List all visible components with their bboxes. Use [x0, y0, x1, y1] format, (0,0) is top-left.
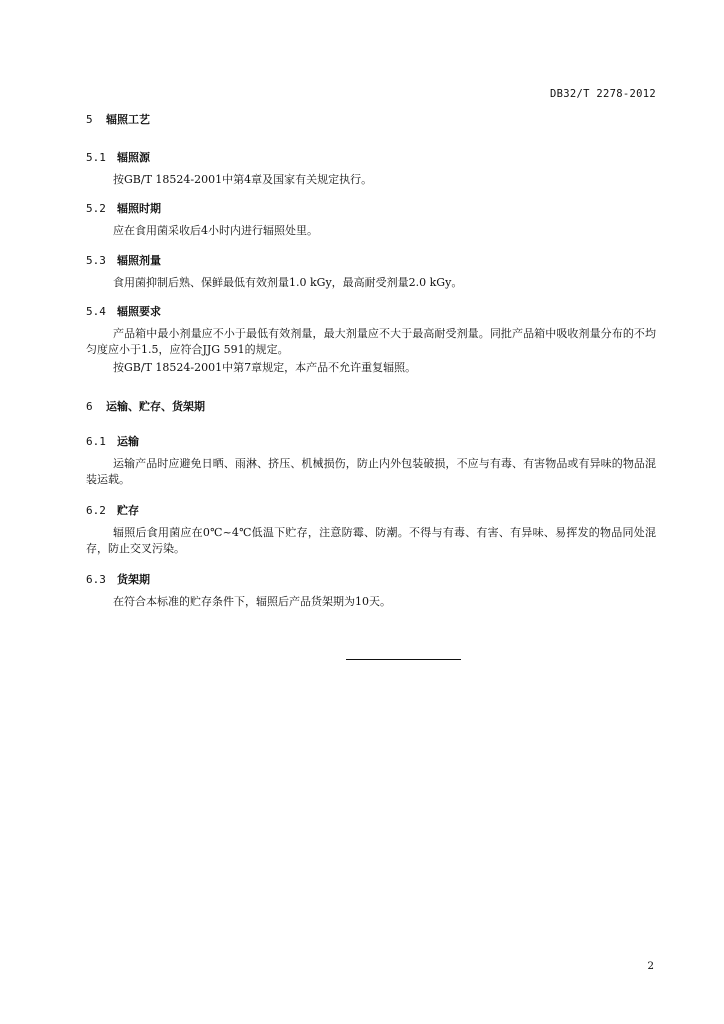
section-title: 辐照剂量	[117, 254, 161, 267]
section-5-2-heading	[86, 200, 161, 216]
section-5-1-text: 按GB/T 18524-2001中第4章及国家有关规定执行。	[113, 173, 373, 186]
section-title: 辐照源	[117, 151, 150, 164]
section-5-heading	[86, 111, 150, 127]
section-number: 5	[86, 113, 93, 126]
section-5-1-heading	[86, 149, 150, 165]
section-number: 6.1	[86, 435, 106, 448]
section-6-heading	[86, 398, 205, 414]
section-5-4-text-2: 按GB/T 18524-2001中第7章规定，本产品不允许重复辐照。	[113, 361, 417, 374]
section-5-3-heading	[86, 252, 161, 268]
section-number: 5.1	[86, 151, 106, 164]
section-number: 5.4	[86, 305, 106, 318]
section-number: 5.2	[86, 202, 106, 215]
section-number: 5.3	[86, 254, 106, 267]
section-title: 货架期	[117, 573, 150, 586]
section-number: 6	[86, 400, 93, 413]
section-6-1-heading	[86, 433, 139, 449]
section-title: 辐照工艺	[106, 113, 150, 126]
section-title: 运输	[117, 435, 139, 448]
section-5-2-text: 应在食用菌采收后4小时内进行辐照处里。	[113, 224, 318, 237]
section-5-3-text: 食用菌抑制后熟、保鲜最低有效剂量1.0 kGy，最高耐受剂量2.0 kGy。	[113, 276, 463, 289]
section-5-4-heading	[86, 303, 161, 319]
section-number: 6.3	[86, 573, 106, 586]
section-title: 贮存	[117, 504, 139, 517]
section-6-1-text: 运输产品时应避免日晒、雨淋、挤压、机械损伤，防止内外包装破损，不应与有毒、有害物品或有异味的物品混装运载。	[86, 457, 656, 486]
section-title: 运输、贮存、货架期	[106, 400, 205, 413]
section-title: 辐照要求	[117, 305, 161, 318]
section-6-2-text: 辐照后食用菌应在0℃~4℃低温下贮存，注意防霉、防潮。不得与有毒、有害、有异味、易挥发的物品同处混存，防止交叉污染。	[86, 526, 656, 555]
section-6-3-heading	[86, 571, 150, 587]
section-title: 辐照时期	[117, 202, 161, 215]
page-number: 2	[647, 960, 654, 972]
section-5-4-text-1: 产品箱中最小剂量应不小于最低有效剂量，最大剂量应不大于最高耐受剂量。同批产品箱中吸收剂量分布的不均匀度应小于1.5，应符合JJG 591的规定。	[86, 327, 656, 356]
section-number: 6.2	[86, 504, 106, 517]
section-6-3-text: 在符合本标准的贮存条件下，辐照后产品货架期为10天。	[113, 595, 391, 608]
section-6-2-heading	[86, 502, 139, 518]
end-of-document-rule	[346, 659, 461, 660]
document-header-code: DB32/T 2278-2012	[550, 88, 656, 100]
